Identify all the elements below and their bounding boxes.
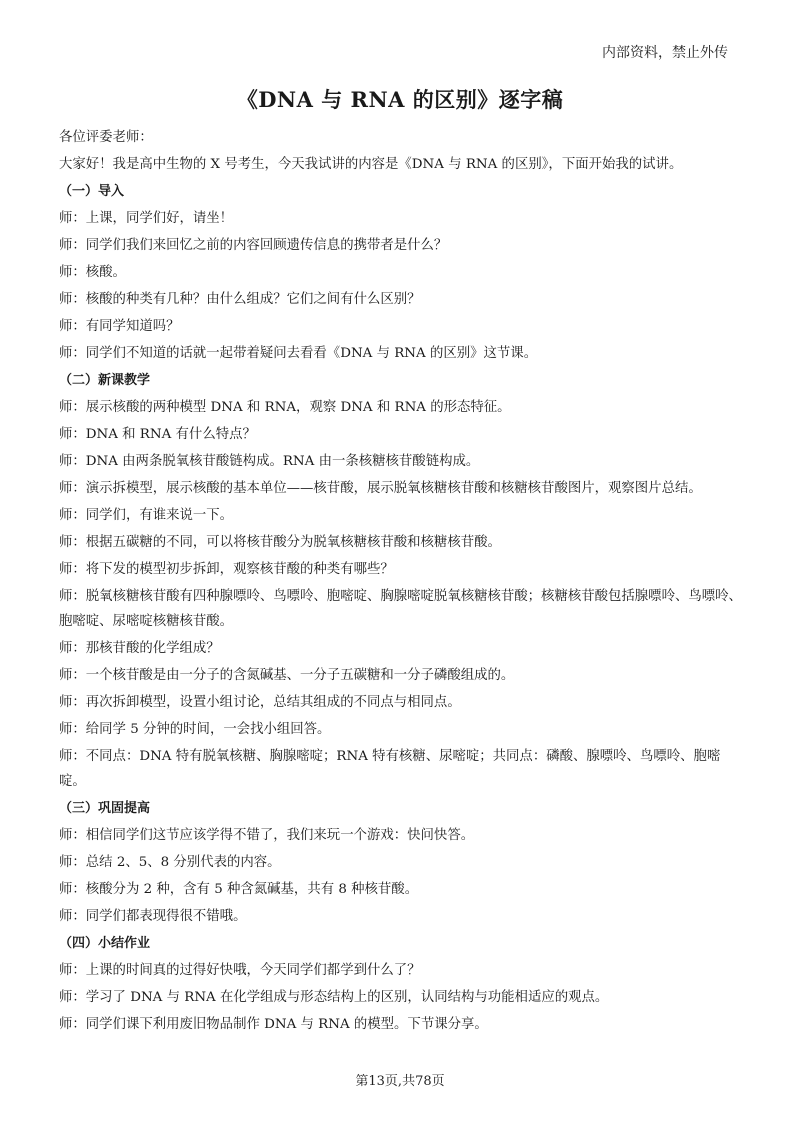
body-line: 师：上课的时间真的过得好快哦，今天同学们都学到什么了？ (59, 963, 421, 978)
body-line: 师：DNA 由两条脱氧核苷酸链构成。RNA 由一条核糖核苷酸链构成。 (59, 454, 480, 469)
body-line: 师：一个核苷酸是由一分子的含氮碱基、一分子五碳糖和一分子磷酸组成的。 (59, 668, 515, 683)
section-heading: （二）新课教学 (59, 373, 151, 388)
body-line: 师：核酸分为 2 种，含有 5 种含氮碱基，共有 8 种核苷酸。 (59, 882, 419, 897)
confidential-note: 内部资料，禁止外传 (602, 45, 728, 61)
body-line: 师：DNA 和 RNA 有什么特点？ (59, 427, 256, 442)
body-line: 师：脱氧核糖核苷酸有四种腺嘌呤、鸟嘌呤、胞嘧啶、胸腺嘧啶脱氧核糖核苷酸；核糖核苷酸包括腺嘌呤、鸟嘌呤、胞嘧啶、尿嘧啶核糖核苷酸。 (59, 589, 742, 629)
body-line: 师：那核苷酸的化学组成？ (59, 641, 220, 656)
body-line: 师：上课，同学们好，请坐！ (59, 211, 234, 226)
body-line: 师：核酸的种类有几种？由什么组成？它们之间有什么区别？ (59, 292, 421, 307)
page-number: 第13页,共78页 (355, 1074, 445, 1089)
body-line: 师：有同学知道吗？ (59, 319, 180, 334)
body-line: 师：不同点：DNA 特有脱氧核糖、胸腺嘧啶；RNA 特有核糖、尿嘧啶；共同点：磷酸、腺嘌呤、鸟嘌呤、胞嘧啶。 (59, 749, 721, 789)
body-line: 师：演示拆模型，展示核酸的基本单位——核苷酸，展示脱氧核糖核苷酸和核糖核苷酸图片，观察图片总结。 (59, 481, 702, 496)
document-title: 《DNA 与 RNA 的区别》逐字稿 (236, 87, 564, 112)
body-line: 师：学习了 DNA 与 RNA 在化学组成与形态结构上的区别，认同结构与功能相适应的观点。 (59, 990, 609, 1005)
body-line: 师：同学们都表现得很不错哦。 (59, 909, 247, 924)
body-line: 师：给同学 5 分钟的时间，一会找小组回答。 (59, 722, 331, 737)
body-line: 师：核酸。 (59, 265, 126, 280)
body-line: 师：将下发的模型初步拆卸，观察核苷酸的种类有哪些？ (59, 562, 394, 577)
section-heading: （一）导入 (59, 184, 125, 199)
body-line: 师：同学们我们来回忆之前的内容回顾遗传信息的携带者是什么？ (59, 238, 448, 253)
body-line: 师：同学们课下利用废旧物品制作 DNA 与 RNA 的模型。下节课分享。 (59, 1017, 488, 1032)
document-body (59, 124, 747, 1038)
body-line: 师：总结 2、5、8 分别代表的内容。 (59, 855, 281, 870)
body-line: 大家好！我是高中生物的 X 号考生，今天我试讲的内容是《DNA 与 RNA 的区别》，下面开始我的试讲。 (59, 157, 683, 172)
body-line: 师：同学们，有谁来说一下。 (59, 508, 234, 523)
section-heading: （三）巩固提高 (59, 801, 151, 816)
body-line: 师：展示核酸的两种模型 DNA 和 RNA，观察 DNA 和 RNA 的形态特征。 (59, 400, 511, 415)
body-line: 师：再次拆卸模型，设置小组讨论，总结其组成的不同点与相同点。 (59, 695, 461, 710)
body-line: 师：同学们不知道的话就一起带着疑问去看看《DNA 与 RNA 的区别》这节课。 (59, 346, 538, 361)
body-line: 各位评委老师： (59, 130, 153, 145)
body-line: 师：相信同学们这节应该学得不错了，我们来玩一个游戏：快问快答。 (59, 828, 475, 843)
section-heading: （四）小结作业 (59, 936, 151, 951)
body-line: 师：根据五碳糖的不同，可以将核苷酸分为脱氧核糖核苷酸和核糖核苷酸。 (59, 535, 501, 550)
